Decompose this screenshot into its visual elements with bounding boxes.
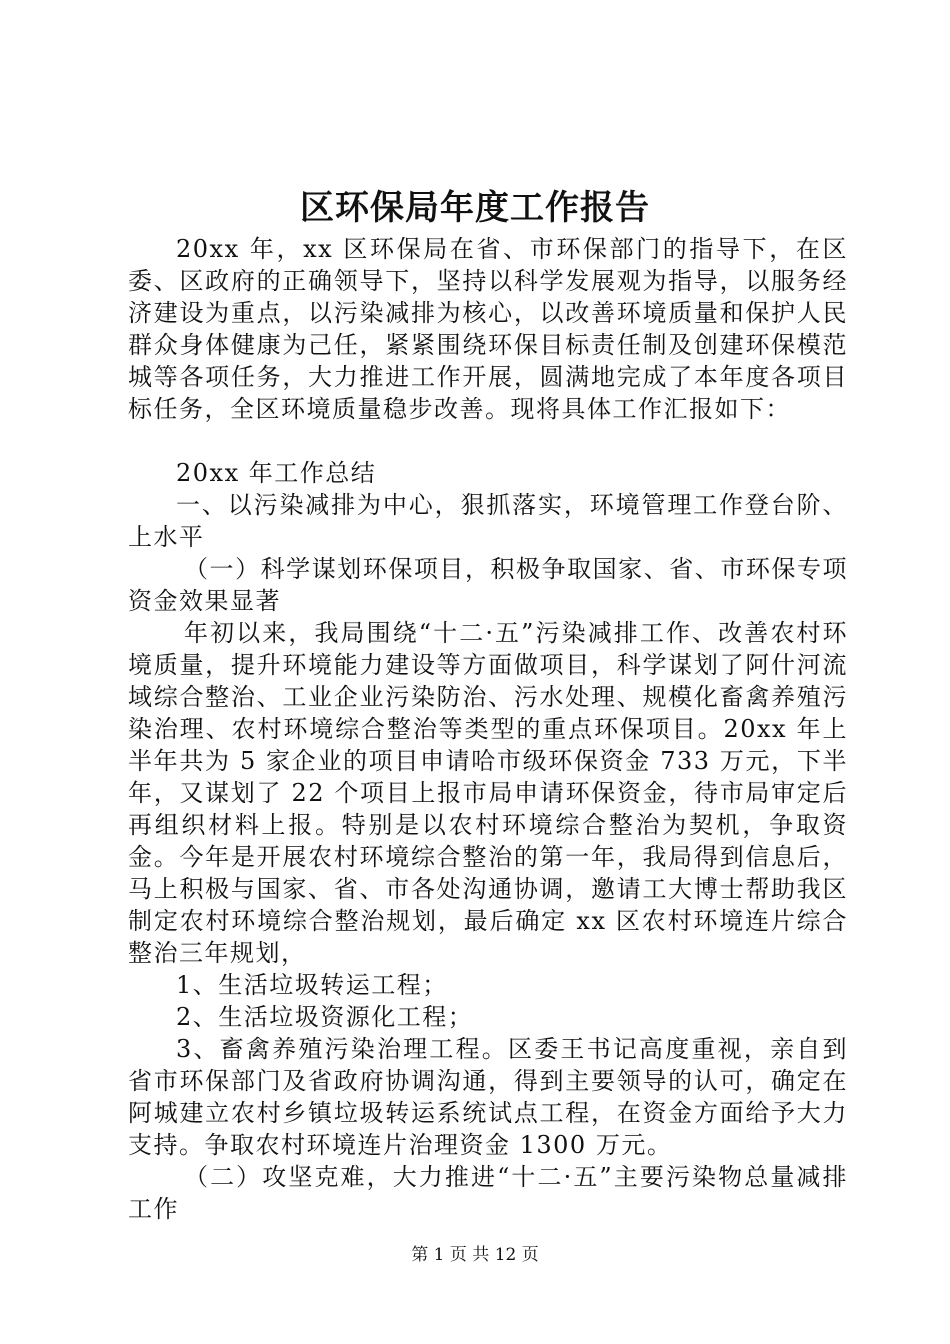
list-item-3: 3、畜禽养殖污染治理工程。区委王书记高度重视，亲自到省市环保部门及省政府协调沟通，得到主要领导的认可，确定在阿城建立农村乡镇垃圾转运系统试点工程，在资金方面给予大力支持。争取农村环境连片治理资金 1300 万元。 — [128, 1035, 848, 1159]
subheading-2: （二）攻坚克难，大力推进“十二·五”主要污染物总量减排工作 — [128, 1163, 848, 1223]
subheading-1: （一）科学谋划环保项目，积极争取国家、省、市环保专项资金效果显著 — [128, 555, 848, 615]
intro-paragraph: 20xx 年，xx 区环保局在省、市环保部门的指导下，在区委、区政府的正确领导下，坚持以科学发展观为指导，以服务经济建设为重点，以污染减排为核心，以改善环境质量和保护人民群众身体健康为己任，紧紧围绕环保目标责任制及创建环保模范城等各项任务，大力推进工作开展，圆满地完成了本年度各项目标任务，全区环境质量稳步改善。现将具体工作汇报如下： — [128, 235, 848, 423]
page-indicator: 第 1 页 共 12 页 — [411, 1245, 539, 1265]
document-title: 区环保局年度工作报告 — [300, 188, 650, 228]
section-title: 20xx 年工作总结 — [176, 459, 377, 487]
list-item-2: 2、生活垃圾资源化工程； — [176, 1003, 474, 1031]
body-paragraph-1: 年初以来，我局围绕“十二·五”污染减排工作、改善农村环境质量，提升环境能力建设等方面做项目，科学谋划了阿什河流域综合整治、工业企业污染防治、污水处理、规模化畜禽养殖污染治理、农村环境综合整治等类型的重点环保项目。20xx 年上半年共为 5 家企业的项目申请哈市级环保资金 733 万元，下半年，又谋划了 22 个项目上报市局申请环保资金，待市局审定后再组织材料上报。特别是以农村环境综合整治为契机，争取资金。今年是开展农村环境综合整治的第一年，我局得到信息后，马上积极与国家、省、市各处沟通协调，邀请工大博士帮助我区制定农村环境综合整治规划，最后确定 xx 区农村环境连片综合整治三年规划， — [128, 619, 848, 967]
document-body — [128, 233, 848, 1225]
paragraph-gap — [128, 425, 848, 457]
heading-1: 一、以污染减排为中心，狠抓落实，环境管理工作登台阶、上水平 — [128, 491, 848, 551]
list-item-1: 1、生活垃圾转运工程； — [176, 971, 448, 999]
